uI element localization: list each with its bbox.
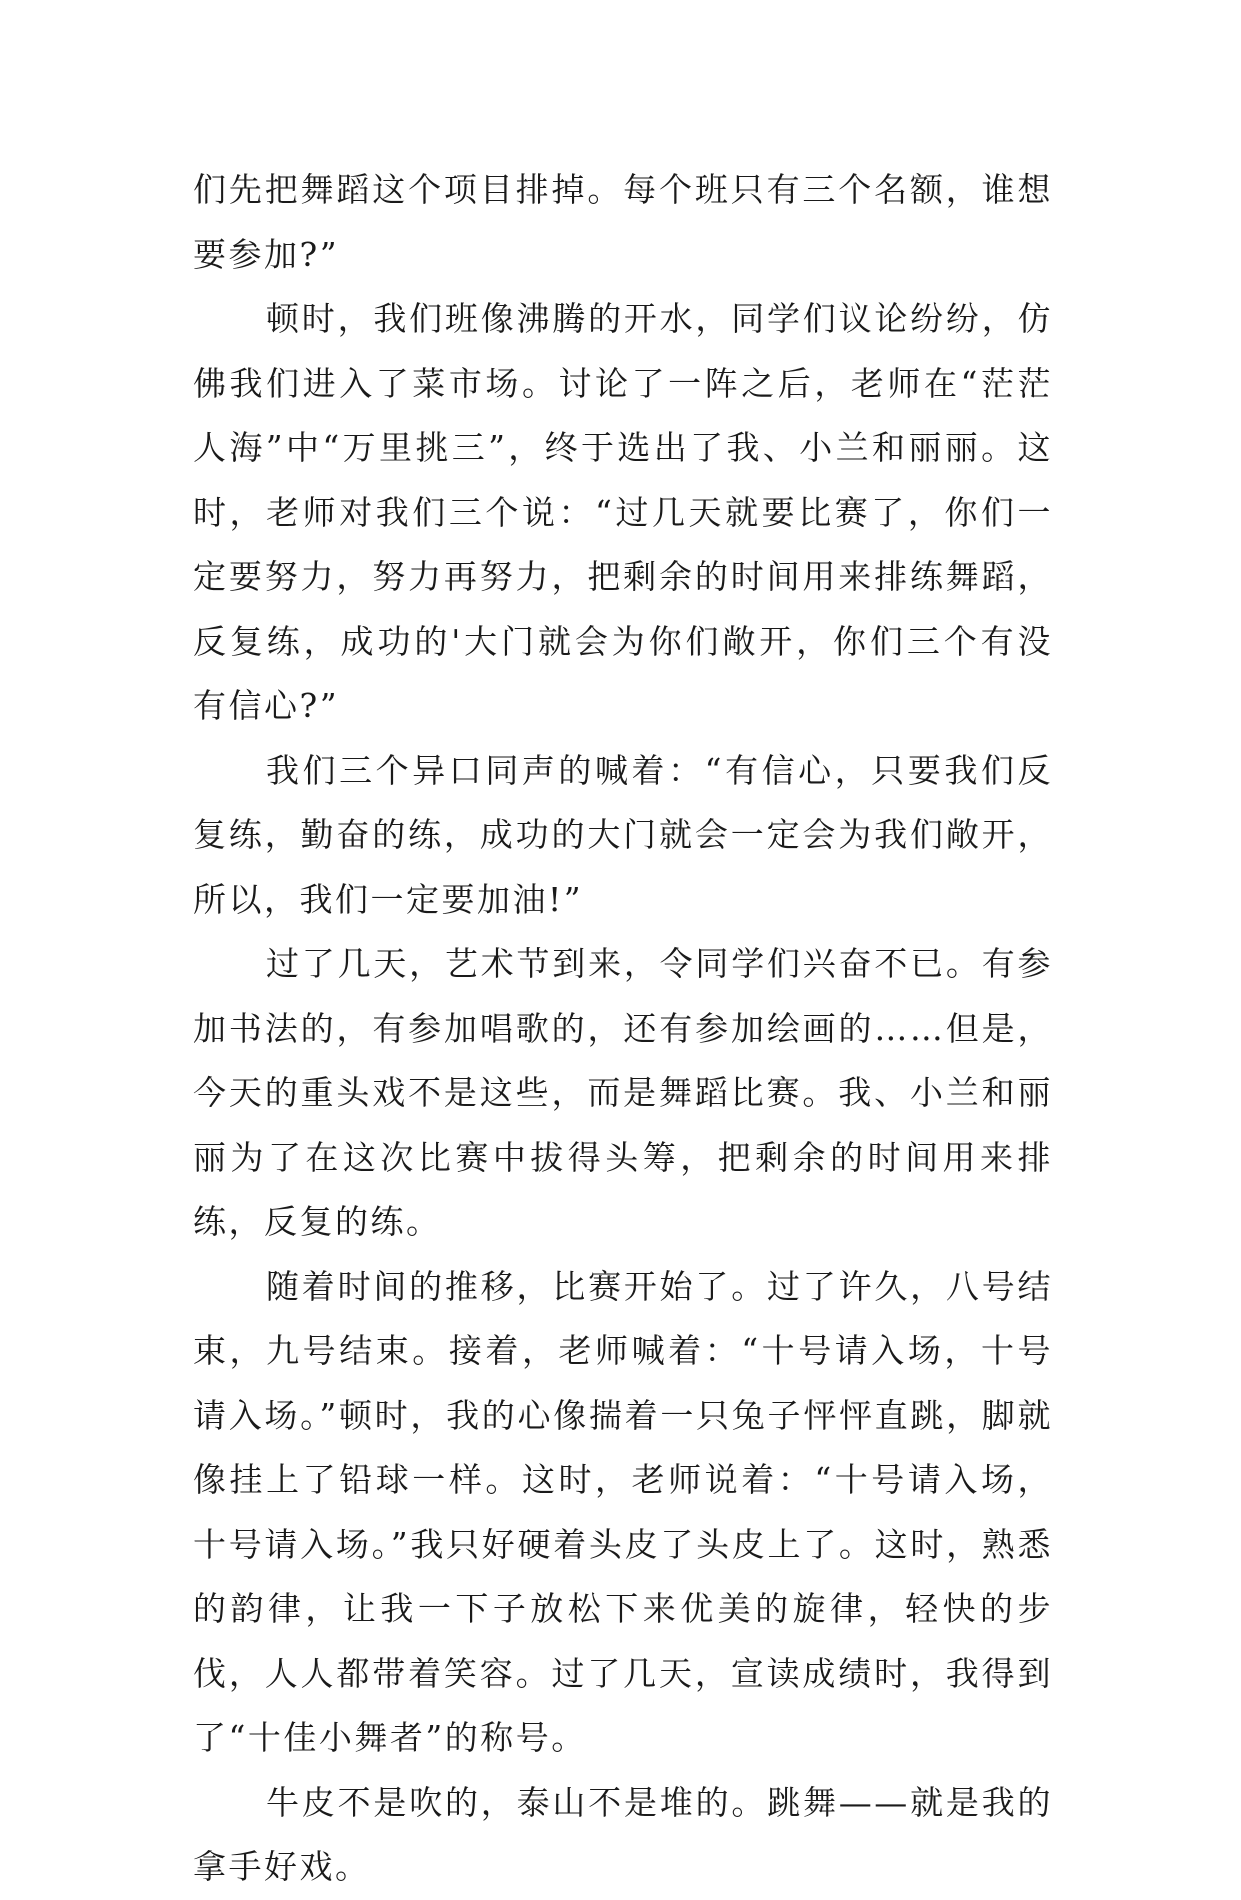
- paragraph-art-festival: 过了几天，艺术节到来，令同学们兴奋不已。有参加书法的，有参加唱歌的，还有参加绘画的……但是，今天的重头戏不是这些，而是舞蹈比赛。我、小兰和丽丽为了在这次比赛中拔得头筹，把剩余的时间用来排练，反复的练。: [193, 944, 1053, 1241]
- paragraph-class-selection: 顿时，我们班像沸腾的开水，同学们议论纷纷，仿佛我们进入了菜市场。讨论了一阵之后，老师在“茫茫人海”中“万里挑三”，终于选出了我、小兰和丽丽。这时，老师对我们三个说：“过几天就要比赛了，你们一定要努力，努力再努力，把剩余的时间用来排练舞蹈，反复练，成功的'大门就会为你们敞开，你们三个有没有信心?”: [193, 299, 1053, 725]
- paragraph-conclusion: 牛皮不是吹的，泰山不是堆的。跳舞——就是我的拿手好戏。: [193, 1782, 1053, 1886]
- paragraph-competition: 随着时间的推移，比赛开始了。过了许久，八号结束，九号结束。接着，老师喊着：“十号请入场，十号请入场。”顿时，我的心像揣着一只兔子怦怦直跳，脚就像挂上了铅球一样。这时，老师说着：“十号请入场，十号请入场。”我只好硬着头皮了头皮上了。这时，熟悉的韵律，让我一下子放松下来优美的旋律，轻快的步伐，人人都带着笑容。过了几天，宣读成绩时，我得到了“十佳小舞者”的称号。: [193, 1266, 1053, 1757]
- paragraph-continuation: 们先把舞蹈这个项目排掉。每个班只有三个名额，谁想要参加?”: [193, 170, 1053, 274]
- paragraph-confidence-reply: 我们三个异口同声的喊着：“有信心，只要我们反复练，勤奋的练，成功的大门就会一定会为我们敞开，所以，我们一定要加油!”: [193, 750, 1053, 919]
- document-body: [193, 158, 1053, 1900]
